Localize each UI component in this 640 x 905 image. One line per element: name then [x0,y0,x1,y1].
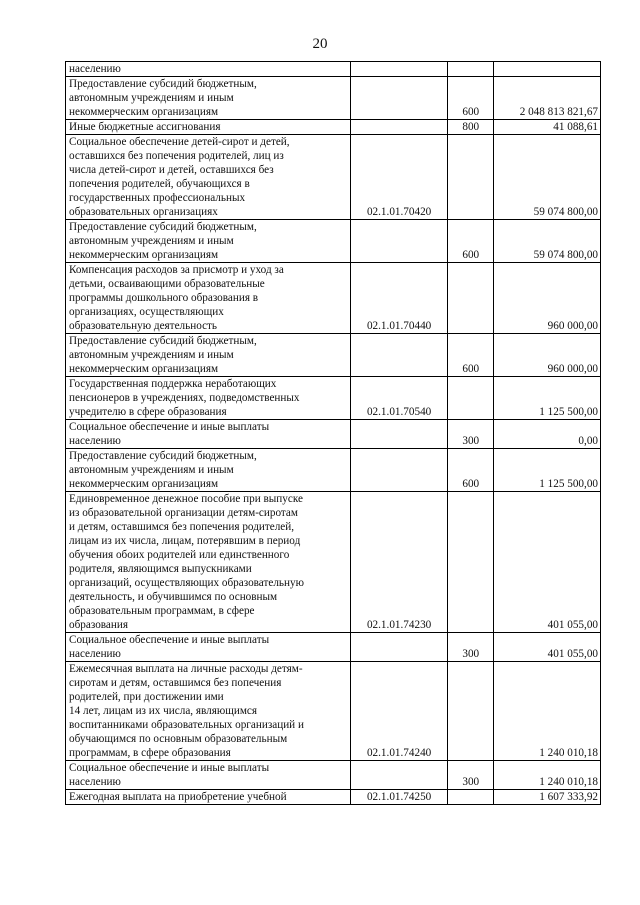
program-code-cell [350,120,447,135]
expense-name-cell: Единовременное денежное пособие при выпуске из образовательной организации детям-сиротам и детям, оставшимся без попечения родителей, лицам из их числа, лицам, потерявшим в период обучения обоих родителей или единственного родителя, являющимся выпускниками организаций, осуществляющих образовательную деятельность, и обучившимся по основным образовательным программам, в сфере образования [66,492,351,633]
program-code-cell [350,334,447,377]
amount-cell: 0,00 [493,420,600,449]
amount-cell: 2 048 813 821,67 [493,77,600,120]
expense-type-cell: 300 [447,420,493,449]
expense-type-cell: 800 [447,120,493,135]
expense-name-cell: Предоставление субсидий бюджетным, автономным учреждениям и иным некоммерческим организациям [66,77,351,120]
amount-cell: 59 074 800,00 [493,220,600,263]
amount-cell: 401 055,00 [493,492,600,633]
table-row [66,220,601,263]
table-row [66,377,601,420]
program-code-cell: 02.1.01.70420 [350,135,447,220]
expense-type-cell: 300 [447,633,493,662]
budget-table [65,61,601,805]
program-code-cell [350,77,447,120]
expense-name-cell: Ежемесячная выплата на личные расходы детям- сиротам и детям, оставшимся без попечения родителей, при достижении ими 14 лет, лицам из их числа, являющимся воспитанниками образовательных организаций и обучающимся по основным образовательным программам, в сфере образования [66,662,351,761]
program-code-cell [350,761,447,790]
program-code-cell: 02.1.01.74240 [350,662,447,761]
program-code-cell [350,420,447,449]
amount-cell: 41 088,61 [493,120,600,135]
expense-type-cell [447,790,493,805]
table-row [66,77,601,120]
expense-type-cell: 600 [447,77,493,120]
expense-type-cell [447,62,493,77]
expense-type-cell [447,662,493,761]
expense-name-cell: Ежегодная выплата на приобретение учебной [66,790,351,805]
expense-name-cell: населению [66,62,351,77]
program-code-cell [350,220,447,263]
table-row [66,492,601,633]
page-number: 20 [312,36,328,52]
table-row [66,120,601,135]
expense-name-cell: Иные бюджетные ассигнования [66,120,351,135]
expense-name-cell: Предоставление субсидий бюджетным, автономным учреждениям и иным некоммерческим организациям [66,449,351,492]
amount-cell [493,62,600,77]
expense-type-cell [447,135,493,220]
table-row [66,135,601,220]
program-code-cell: 02.1.01.74230 [350,492,447,633]
expense-name-cell: Социальное обеспечение и иные выплаты населению [66,420,351,449]
program-code-cell: 02.1.01.70440 [350,263,447,334]
table-row [66,761,601,790]
table-row [66,449,601,492]
table-row [66,420,601,449]
expense-name-cell: Предоставление субсидий бюджетным, автономным учреждениям и иным некоммерческим организациям [66,334,351,377]
program-code-cell [350,62,447,77]
expense-type-cell [447,492,493,633]
expense-name-cell: Социальное обеспечение и иные выплаты населению [66,761,351,790]
program-code-cell: 02.1.01.74250 [350,790,447,805]
expense-type-cell [447,377,493,420]
table-row [66,633,601,662]
table-row [66,790,601,805]
amount-cell: 1 607 333,92 [493,790,600,805]
amount-cell: 960 000,00 [493,334,600,377]
amount-cell: 1 240 010,18 [493,662,600,761]
expense-type-cell [447,263,493,334]
program-code-cell [350,449,447,492]
table-row [66,62,601,77]
expense-name-cell: Компенсация расходов за присмотр и уход за детьми, осваивающими образовательные программы дошкольного образования в организациях, осуществляющих образовательную деятельность [66,263,351,334]
expense-name-cell: Государственная поддержка неработающих пенсионеров в учреждениях, подведомственных учредителю в сфере образования [66,377,351,420]
expense-name-cell: Социальное обеспечение и иные выплаты населению [66,633,351,662]
expense-name-cell: Социальное обеспечение детей-сирот и детей, оставшихся без попечения родителей, лиц из числа детей-сирот и детей, оставшихся без попечения родителей, обучающихся в государственных профессиональных образовательных организациях [66,135,351,220]
amount-cell: 960 000,00 [493,263,600,334]
expense-type-cell: 300 [447,761,493,790]
amount-cell: 1 125 500,00 [493,449,600,492]
program-code-cell [350,633,447,662]
table-row [66,334,601,377]
amount-cell: 1 240 010,18 [493,761,600,790]
expense-type-cell: 600 [447,334,493,377]
table-row [66,263,601,334]
expense-type-cell: 600 [447,220,493,263]
amount-cell: 59 074 800,00 [493,135,600,220]
expense-type-cell: 600 [447,449,493,492]
table-row [66,662,601,761]
amount-cell: 401 055,00 [493,633,600,662]
expense-name-cell: Предоставление субсидий бюджетным, автономным учреждениям и иным некоммерческим организациям [66,220,351,263]
program-code-cell: 02.1.01.70540 [350,377,447,420]
amount-cell: 1 125 500,00 [493,377,600,420]
